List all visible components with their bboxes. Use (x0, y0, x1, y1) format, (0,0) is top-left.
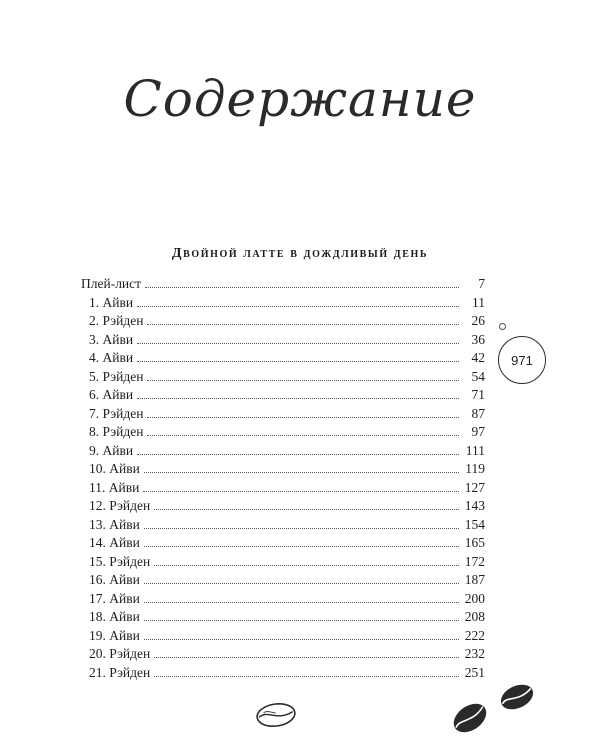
coffee-bean-icon (449, 698, 491, 738)
dot-leader (147, 313, 459, 325)
toc-entry-page: 97 (471, 424, 485, 440)
toc-entry-page: 54 (471, 368, 485, 384)
dot-leader (144, 517, 459, 529)
toc-entry-page: 187 (464, 572, 485, 588)
toc-entry (81, 443, 485, 462)
toc-entry-label: 21. Рэйден (89, 664, 151, 680)
toc-entry-label: 19. Айви (89, 627, 140, 643)
toc-entry-page: 36 (471, 331, 485, 347)
dot-leader (154, 665, 459, 677)
dot-leader (144, 609, 459, 621)
toc-entry-label: 8. Рэйден (89, 424, 144, 440)
dot-leader (144, 461, 459, 473)
page-number-badge (498, 336, 546, 384)
dot-leader (154, 498, 459, 510)
toc-entry (81, 572, 485, 591)
toc-entry-label: 14. Айви (89, 535, 140, 551)
dot-leader (137, 350, 459, 362)
toc-entry (81, 424, 485, 443)
coffee-bean-icon (497, 680, 537, 714)
dot-leader (147, 369, 459, 381)
toc-entry-page: 71 (471, 387, 485, 403)
toc-entry-page: 127 (464, 479, 485, 495)
toc-entry (81, 609, 485, 628)
toc-entry (81, 406, 485, 425)
toc-entry (81, 498, 485, 517)
toc-entry-label: 11. Айви (89, 479, 140, 495)
toc-entry-page: 11 (472, 294, 485, 310)
toc-entry-page: 200 (464, 590, 485, 606)
dot-leader (154, 554, 459, 566)
badge-dot-icon (499, 323, 506, 330)
toc-entry-label: Плей-лист (81, 276, 142, 292)
toc-entry (81, 276, 485, 295)
toc-entry-label: 13. Айви (89, 516, 140, 532)
dot-leader (143, 480, 459, 492)
toc-entry (81, 665, 485, 684)
dot-leader (137, 332, 459, 344)
toc-entry (81, 554, 485, 573)
toc-entry-label: 9. Айви (89, 442, 134, 458)
table-of-contents (81, 276, 485, 683)
toc-entry-label: 15. Рэйден (89, 553, 151, 569)
toc-entry (81, 369, 485, 388)
toc-entry-label: 4. Айви (89, 350, 134, 366)
toc-entry-label: 17. Айви (89, 590, 140, 606)
toc-entry-page: 42 (471, 350, 485, 366)
page-title-wrapper (0, 70, 600, 128)
toc-entry-label: 3. Айви (89, 331, 134, 347)
toc-entry (81, 517, 485, 536)
toc-entry-page: 208 (464, 609, 485, 625)
toc-entry-page: 154 (464, 516, 485, 532)
toc-entry (81, 332, 485, 351)
dot-leader (147, 406, 459, 418)
toc-entry-label: 5. Рэйден (89, 368, 144, 384)
toc-entry-page: 222 (464, 627, 485, 643)
page-number: 971 (511, 352, 533, 368)
dot-leader (137, 443, 459, 455)
dot-leader (154, 646, 459, 658)
toc-entry (81, 591, 485, 610)
toc-entry (81, 350, 485, 369)
toc-entry-label: 10. Айви (89, 461, 140, 477)
dot-leader (144, 535, 459, 547)
toc-entry (81, 628, 485, 647)
dot-leader (137, 387, 459, 399)
toc-entry-page: 143 (464, 498, 485, 514)
toc-entry-label: 2. Рэйден (89, 313, 144, 329)
toc-entry (81, 313, 485, 332)
toc-entry (81, 295, 485, 314)
toc-entry-label: 20. Рэйден (89, 646, 151, 662)
toc-entry-page: 111 (465, 442, 485, 458)
toc-entry-label: 16. Айви (89, 572, 140, 588)
page-title: Содержание (123, 70, 477, 128)
dot-leader (137, 295, 459, 307)
toc-entry-page: 119 (465, 461, 485, 477)
book-subtitle: Двойной латте в дождливый день (171, 246, 429, 261)
toc-entry-label: 12. Рэйден (89, 498, 151, 514)
dot-leader (144, 591, 459, 603)
dot-leader (144, 628, 459, 640)
toc-entry (81, 480, 485, 499)
toc-entry (81, 646, 485, 665)
toc-entry-page: 7 (478, 276, 485, 292)
toc-entry (81, 535, 485, 554)
toc-entry (81, 387, 485, 406)
toc-entry-page: 232 (464, 646, 485, 662)
toc-entry-label: 6. Айви (89, 387, 134, 403)
toc-entry-label: 18. Айви (89, 609, 140, 625)
coffee-bean-icon (254, 700, 298, 730)
dot-leader (147, 424, 459, 436)
dot-leader (145, 276, 459, 288)
toc-entry-label: 7. Рэйден (89, 405, 144, 421)
toc-entry-page: 26 (471, 313, 485, 329)
dot-leader (144, 572, 459, 584)
toc-entry-label: 1. Айви (89, 294, 134, 310)
toc-entry-page: 165 (464, 535, 485, 551)
toc-entry-page: 87 (471, 405, 485, 421)
toc-entry (81, 461, 485, 480)
toc-entry-page: 172 (464, 553, 485, 569)
toc-entry-page: 251 (464, 664, 485, 680)
